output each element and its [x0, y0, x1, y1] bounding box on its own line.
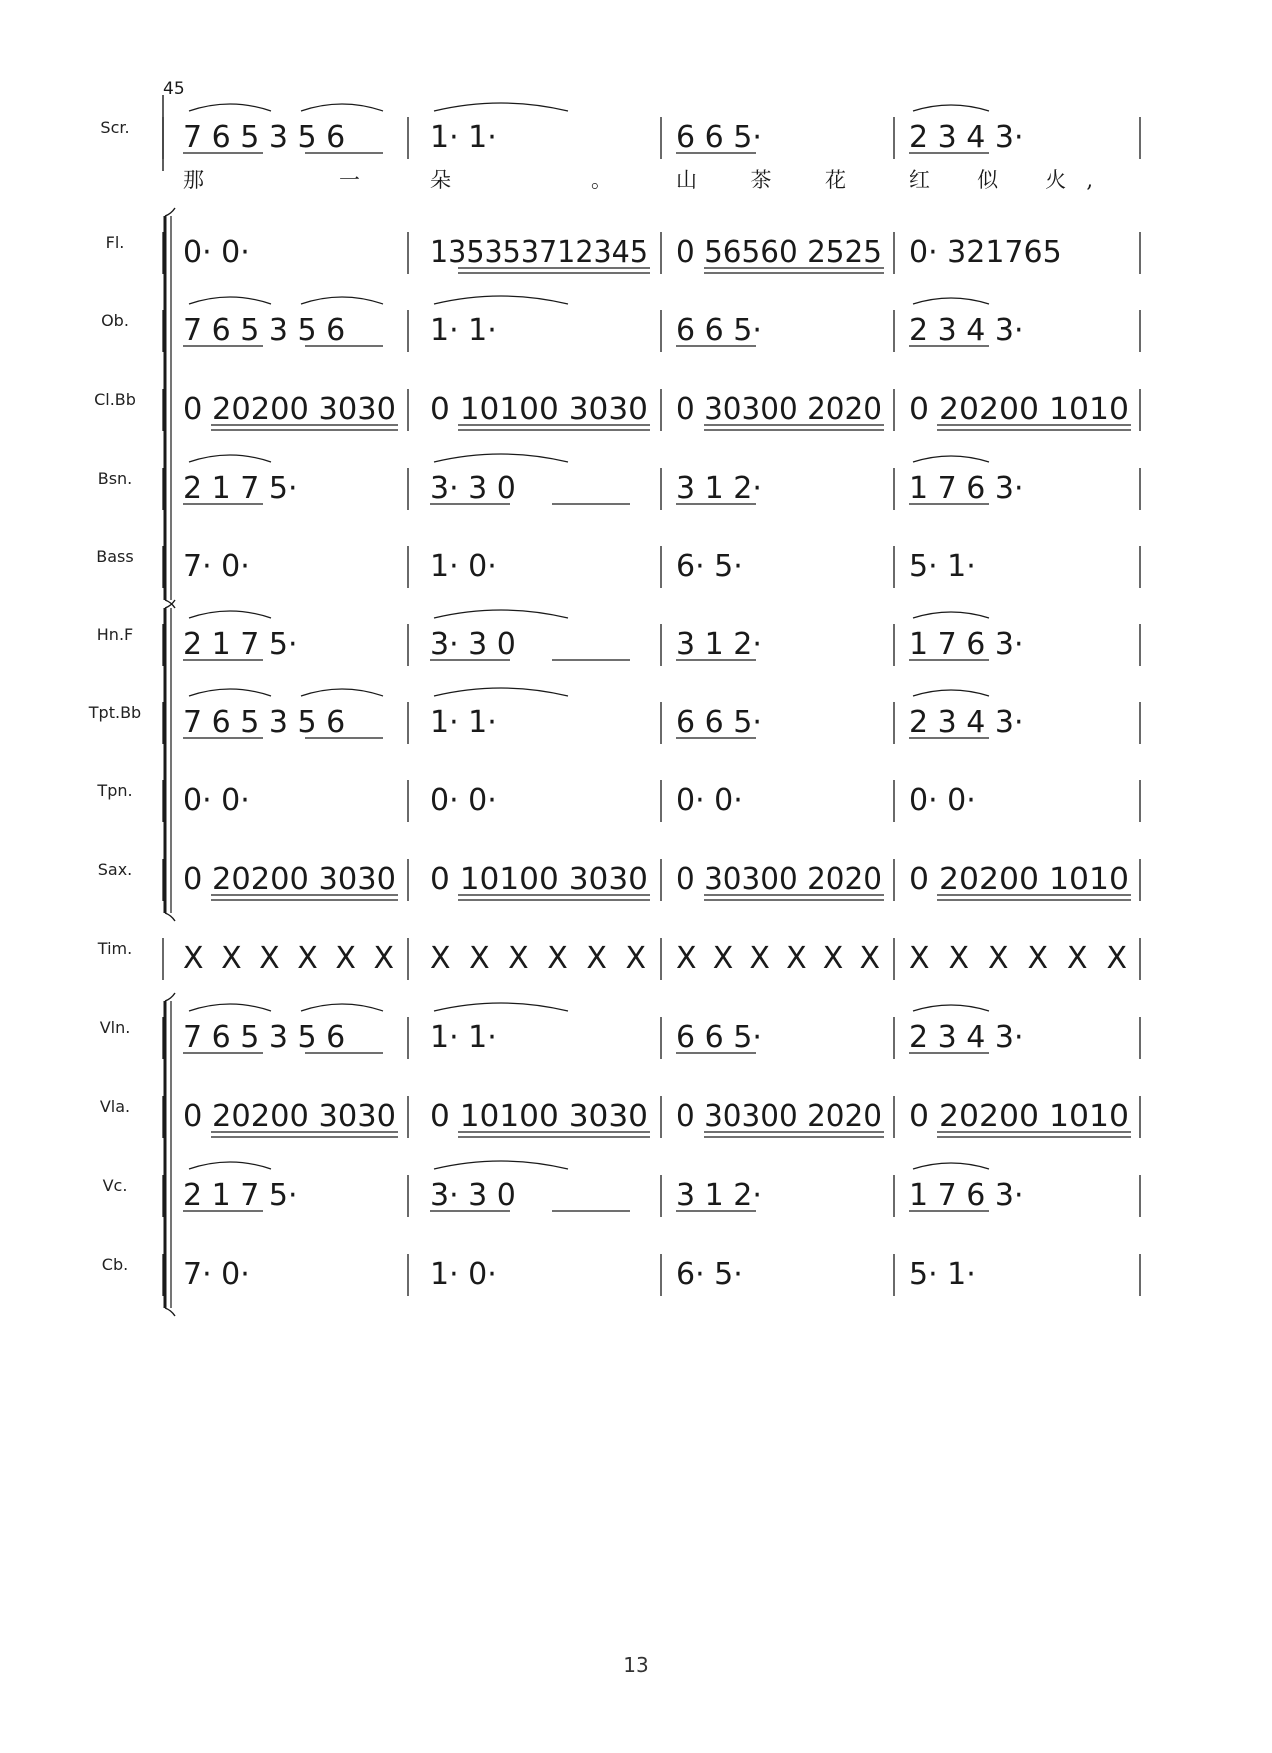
slur — [913, 690, 989, 696]
instrument-label: Vc. — [102, 1176, 128, 1195]
measure-notation: 1· 1· — [430, 313, 497, 348]
slur — [913, 1163, 989, 1169]
slur — [913, 105, 989, 111]
slur — [189, 1162, 271, 1169]
measure-notation: 0 30300 2020 — [676, 1099, 882, 1134]
staff-bsn — [98, 469, 1024, 506]
measure-notation: 1· 1· — [430, 120, 497, 155]
measure-notation: 0· 321765 — [909, 235, 1062, 270]
slur — [434, 103, 568, 111]
instrument-label: Cb. — [101, 1255, 129, 1274]
slur — [189, 689, 271, 696]
instrument-label: Cl.Bb — [94, 390, 136, 409]
slur — [189, 297, 271, 304]
measure-notation: 3 1 2· — [676, 471, 762, 506]
measure-notation: 0· 0· — [909, 783, 976, 818]
bracket-hook — [165, 913, 175, 921]
measure-notation: 6· 5· — [676, 1257, 743, 1292]
measure-notation: X X X X X X — [909, 941, 1127, 976]
measure-notation: 7 6 5 3 5 6 — [183, 705, 346, 740]
measure-notation: 0 20200 3030 — [183, 862, 396, 897]
measure-notation: 0 20200 3030 — [183, 392, 396, 427]
measure-notation: 7 6 5 3 5 6 — [183, 120, 346, 155]
instrument-label: Tpn. — [97, 781, 133, 800]
slur — [301, 104, 383, 111]
lyric-text: 那 一 — [183, 168, 360, 192]
slur — [434, 610, 568, 618]
slur — [434, 454, 568, 462]
measure-notation: 6 6 5· — [676, 1020, 762, 1055]
measure-notation: 1· 0· — [430, 549, 497, 584]
measure-notation: 2 3 4 3· — [909, 120, 1024, 155]
staff-tpt — [88, 703, 1024, 740]
staff-fl — [106, 233, 1062, 270]
instrument-label: Bsn. — [97, 469, 133, 488]
measure-notation: 0· 0· — [676, 783, 743, 818]
measure-notation: 3· 3 0 — [430, 471, 516, 506]
lyric-text: 朵。 — [430, 168, 612, 192]
measure-notation: 0 10100 3030 — [430, 862, 648, 897]
slur — [189, 611, 271, 618]
staff-tpn — [96, 781, 975, 818]
measure-notation: 3 1 2· — [676, 1178, 762, 1213]
measure-notation: 5· 1· — [909, 1257, 976, 1292]
staff-vla — [100, 1097, 1129, 1134]
slur — [301, 297, 383, 304]
measure-notation: 6 6 5· — [676, 120, 762, 155]
measure-notation: 0 30300 2020 — [676, 862, 882, 897]
staff-scr — [100, 118, 1093, 192]
measure-notation: 0 20200 1010 — [909, 1099, 1129, 1134]
measure-notation: 6 6 5· — [676, 705, 762, 740]
staff-cb — [102, 1255, 976, 1292]
instrument-label: Fl. — [105, 233, 125, 252]
measure-notation: 7 6 5 3 5 6 — [183, 1020, 346, 1055]
instrument-label: Vla. — [99, 1097, 131, 1116]
slur — [913, 612, 989, 618]
staff-sax — [98, 860, 1129, 897]
measure-notation: 6 6 5· — [676, 313, 762, 348]
staff-vln — [100, 1018, 1024, 1055]
measure-notation: 0· 0· — [430, 783, 497, 818]
instrument-label: Scr. — [100, 118, 130, 137]
measure-notation: 2 1 7 5· — [183, 1178, 298, 1213]
slur — [301, 689, 383, 696]
measure-notation: 1 7 6 3· — [909, 471, 1024, 506]
measure-notation: 2 1 7 5· — [183, 471, 298, 506]
measure-notation: 0 56560 2525 — [676, 235, 882, 270]
staff-hn — [97, 625, 1024, 662]
measure-notation: 1· 1· — [430, 1020, 497, 1055]
instrument-label: Sax. — [97, 860, 133, 879]
slur — [434, 296, 568, 304]
staff-cl — [94, 390, 1129, 427]
instrument-label: Ob. — [101, 311, 129, 330]
measure-notation: 1· 1· — [430, 705, 497, 740]
measure-notation: 0 20200 3030 — [183, 1099, 396, 1134]
measure-notation: 0 20200 1010 — [909, 862, 1129, 897]
instrument-label: Vln. — [99, 1018, 131, 1037]
measure-notation: 0 10100 3030 — [430, 1099, 648, 1134]
measure-notation: 1 7 6 3· — [909, 1178, 1024, 1213]
slur — [434, 688, 568, 696]
measure-notation: X X X X X X — [676, 941, 880, 976]
lyric-text: 红 似 火, — [909, 168, 1093, 192]
measure-notation: 3· 3 0 — [430, 1178, 516, 1213]
measure-notation: 0 10100 3030 — [430, 392, 648, 427]
measure-notation: 7· 0· — [183, 1257, 250, 1292]
measure-notation: X X X X X X — [183, 941, 394, 976]
slur — [189, 455, 271, 462]
measure-notation: 5· 1· — [909, 549, 976, 584]
slur — [434, 1003, 568, 1011]
measure-notation: 135353712345 — [430, 235, 648, 270]
instrument-label: Bass — [96, 547, 134, 566]
slur — [301, 1004, 383, 1011]
staff-bass — [96, 547, 976, 584]
measure-notation: 1· 0· — [430, 1257, 497, 1292]
slur — [189, 1004, 271, 1011]
bracket-hook — [165, 208, 175, 216]
page-number: 13 — [623, 1653, 649, 1677]
measure-notation: 1 7 6 3· — [909, 627, 1024, 662]
measure-notation: 3· 3 0 — [430, 627, 516, 662]
measure-notation: 0 20200 1010 — [909, 392, 1129, 427]
slur — [189, 104, 271, 111]
measure-notation: 6· 5· — [676, 549, 743, 584]
instrument-label: Tpt.Bb — [88, 703, 142, 722]
measure-notation: X X X X X X — [430, 941, 646, 976]
measure-notation: 3 1 2· — [676, 627, 762, 662]
measure-notation: 0 30300 2020 — [676, 392, 882, 427]
slur — [913, 456, 989, 462]
measure-notation: 2 3 4 3· — [909, 1020, 1024, 1055]
lyric-text: 山 茶 花 — [676, 168, 846, 192]
measure-notation: 2 3 4 3· — [909, 313, 1024, 348]
measure-notation: 7 6 5 3 5 6 — [183, 313, 346, 348]
slur — [913, 1005, 989, 1011]
staff-vc — [103, 1176, 1024, 1213]
instrument-label: Hn.F — [96, 625, 134, 644]
bracket-hook — [165, 993, 175, 1001]
measure-notation: 7· 0· — [183, 549, 250, 584]
measure-notation: 2 3 4 3· — [909, 705, 1024, 740]
staff-ob — [101, 311, 1023, 348]
measure-notation: 0· 0· — [183, 235, 250, 270]
instrument-label: Tim. — [97, 939, 133, 958]
measure-notation: 0· 0· — [183, 783, 250, 818]
measure-notation: 2 1 7 5· — [183, 627, 298, 662]
staff-tim — [97, 939, 1127, 976]
slur — [913, 298, 989, 304]
bracket-hook — [165, 1308, 175, 1316]
slur — [434, 1161, 568, 1169]
measure-number: 45 — [163, 79, 185, 99]
